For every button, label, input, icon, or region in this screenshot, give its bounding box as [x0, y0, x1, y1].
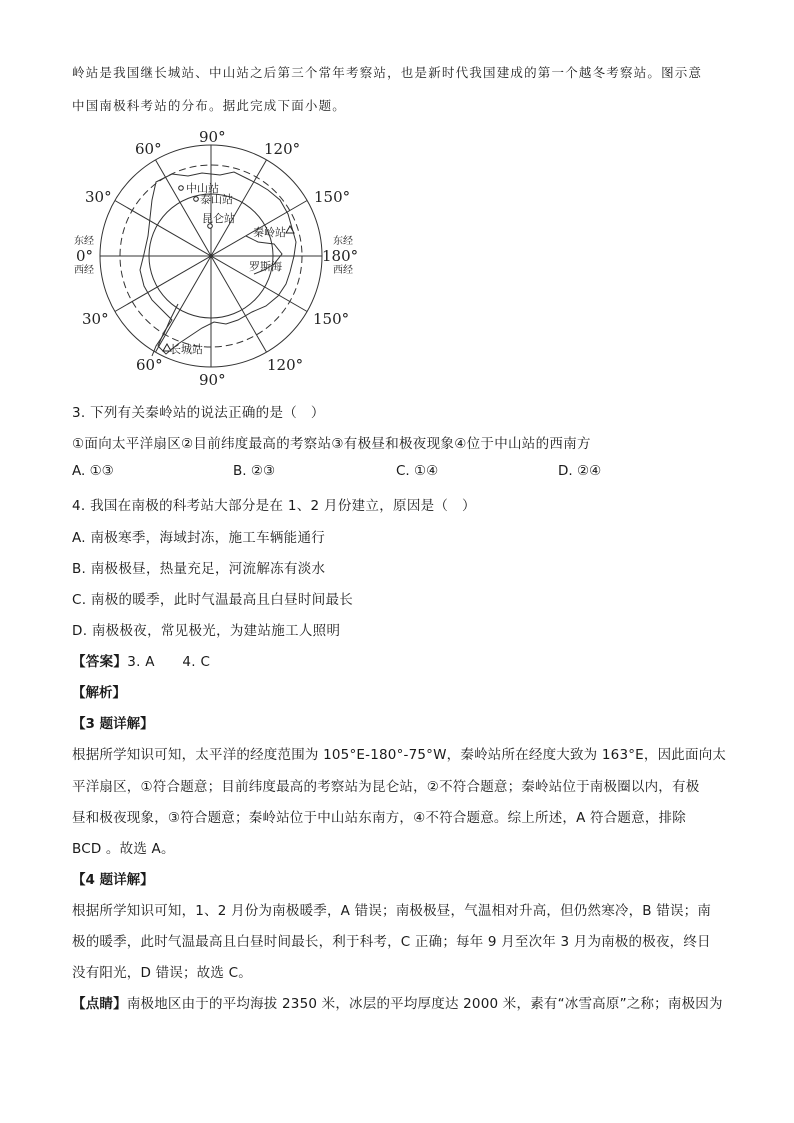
- q3-option-b: B. ②③: [233, 463, 276, 479]
- antarctic-station-map: [60, 124, 370, 392]
- label-top-90: 90°: [199, 128, 226, 146]
- polar-grid: [100, 145, 322, 367]
- q3-option-a: A. ①③: [72, 463, 114, 479]
- tip-text: 南极地区由于的平均海拔 2350 米，冰层的平均厚度达 2000 米，素有“冰雪高原”之称；南极因为: [126, 996, 723, 1012]
- detail3-line-3: 昼和极夜现象，③符合题意；秦岭站位于中山站东南方，④不符合题意。综上所述，A 符合题意，排除: [72, 810, 686, 826]
- label-right-180: 180°: [322, 247, 359, 265]
- label-bottom-90: 90°: [199, 371, 226, 389]
- zhongshan-station-marker: [179, 186, 184, 191]
- label-lower-right-150: 150°: [313, 310, 350, 328]
- label-left-0: 0°: [76, 247, 94, 265]
- label-right-west: 西经: [333, 265, 353, 276]
- zhongshan-label: 中山站: [186, 182, 219, 195]
- q3-stem: 3. 下列有关秦岭站的说法正确的是（ ）: [72, 405, 325, 421]
- detail3-line-4: BCD 。故选 A。: [72, 841, 175, 857]
- answer-tag: 【答案】: [72, 654, 128, 670]
- q4-stem: 4. 我国在南极的科考站大部分是在 1、2 月份建立，原因是（ ）: [72, 498, 476, 514]
- label-upper-right-150: 150°: [314, 188, 351, 206]
- answer-line: [72, 650, 210, 670]
- q4-option-c: C. 南极的暖季，此时气温最高且白昼时间最长: [72, 592, 354, 608]
- label-lower-left-30: 30°: [82, 310, 109, 328]
- label-top-left-60: 60°: [135, 140, 162, 158]
- analysis-tag: 【解析】: [72, 685, 126, 701]
- q3-option-d: D. ②④: [558, 463, 602, 479]
- taishan-station-marker: [194, 197, 199, 202]
- answer-text: 3. A 4. C: [127, 654, 211, 670]
- label-left-east: 东经: [74, 236, 94, 247]
- detail3-tag: 【3 题详解】: [72, 716, 154, 732]
- label-bottom-left-60: 60°: [136, 356, 163, 374]
- changcheng-label: 长城站: [170, 343, 203, 356]
- qinling-label: 秦岭站: [253, 226, 286, 239]
- tip-tag: 【点睛】: [72, 996, 127, 1012]
- label-upper-left-30: 30°: [85, 188, 112, 206]
- intro-line-2: 中国南极科考站的分布。据此完成下面小题。: [72, 98, 347, 113]
- q3-statements: ①面向太平洋扇区②目前纬度最高的考察站③有极昼和极夜现象④位于中山站的西南方: [72, 436, 591, 452]
- detail3-line-2: 平洋扇区，①符合题意；目前纬度最高的考察站为昆仑站，②不符合题意；秦岭站位于南极圈以内，有极: [72, 779, 700, 795]
- intro-line-1: 岭站是我国继长城站、中山站之后第三个常年考察站，也是新时代我国建成的第一个越冬考察站。图示意: [72, 65, 703, 80]
- ross-sea-label: 罗斯海: [249, 260, 282, 273]
- label-top-right-120: 120°: [264, 140, 301, 158]
- detail4-tag: 【4 题详解】: [72, 872, 154, 888]
- detail3-line-1: 根据所学知识可知，太平洋的经度范围为 105°E-180°-75°W，秦岭站所在经度大致为 163°E，因此面向太: [72, 747, 727, 763]
- detail4-line-1: 根据所学知识可知，1、2 月份为南极暖季，A 错误；南极极昼，气温相对升高，但仍然寒冷，B 错误；南: [72, 903, 712, 919]
- q3-option-c: C. ①④: [396, 463, 439, 479]
- label-left-west: 西经: [74, 265, 94, 276]
- label-bottom-right-120: 120°: [267, 356, 304, 374]
- q4-option-d: D. 南极极夜，常见极光，为建站施工人照明: [72, 623, 341, 639]
- taishan-label: 泰山站: [200, 193, 233, 206]
- tip-line: [72, 992, 723, 1012]
- detail4-line-3: 没有阳光，D 错误；故选 C。: [72, 965, 252, 981]
- detail4-line-2: 极的暖季，此时气温最高且白昼时间最长，利于科考，C 正确；每年 9 月至次年 3 月为南极的极夜，终日: [72, 934, 711, 950]
- q4-option-b: B. 南极极昼，热量充足，河流解冻有淡水: [72, 561, 326, 577]
- label-right-east: 东经: [333, 236, 353, 247]
- kunlun-label: 昆仑站: [202, 212, 235, 225]
- q4-option-a: A. 南极寒季，海域封冻，施工车辆能通行: [72, 530, 326, 546]
